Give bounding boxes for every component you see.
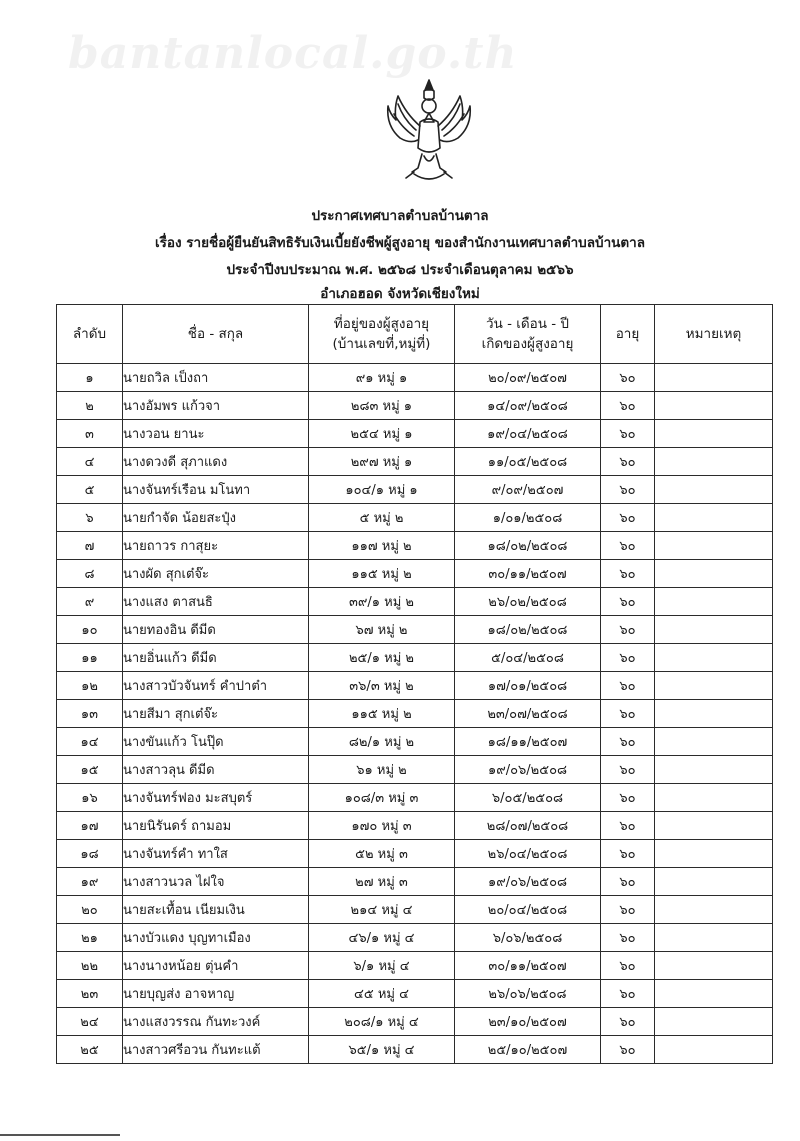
row-name: นางสาวลุน ดีมีด xyxy=(123,756,309,784)
row-number: ๒๒ xyxy=(57,952,123,980)
table-row xyxy=(57,924,773,952)
garuda-emblem-icon xyxy=(384,74,474,194)
row-age: ๖๐ xyxy=(601,672,655,700)
col-header-note: หมายเหตุ xyxy=(655,305,773,364)
row-birthdate: ๑๙/๐๔/๒๕๐๘ xyxy=(455,420,601,448)
row-number: ๑๓ xyxy=(57,700,123,728)
col-header-name: ชื่อ - สกุล xyxy=(123,305,309,364)
row-age: ๖๐ xyxy=(601,952,655,980)
row-address: ๑๑๕ หมู่ ๒ xyxy=(309,560,455,588)
row-note xyxy=(655,504,773,532)
table-row xyxy=(57,700,773,728)
row-name: นายบุญส่ง อาจหาญ xyxy=(123,980,309,1008)
row-age: ๖๐ xyxy=(601,924,655,952)
table-row xyxy=(57,504,773,532)
row-name: นายอิ่นแก้ว ดีมีด xyxy=(123,644,309,672)
row-number: ๗ xyxy=(57,532,123,560)
row-age: ๖๐ xyxy=(601,420,655,448)
row-name: นางแสง ตาสนธิ xyxy=(123,588,309,616)
row-name: นางสาวศรีอวน กันทะแต้ xyxy=(123,1036,309,1064)
row-address: ๒๙๗ หมู่ ๑ xyxy=(309,448,455,476)
row-age: ๖๐ xyxy=(601,392,655,420)
row-name: นางบัวแดง บุญทาเมือง xyxy=(123,924,309,952)
row-number: ๑๕ xyxy=(57,756,123,784)
row-birthdate: ๒๖/๐๔/๒๕๐๘ xyxy=(455,840,601,868)
row-age: ๖๐ xyxy=(601,476,655,504)
row-number: ๖ xyxy=(57,504,123,532)
row-note xyxy=(655,1036,773,1064)
col-header-address xyxy=(309,305,455,364)
row-address: ๖๗ หมู่ ๒ xyxy=(309,616,455,644)
row-address: ๔๕ หมู่ ๔ xyxy=(309,980,455,1008)
row-note xyxy=(655,672,773,700)
row-number: ๒๐ xyxy=(57,896,123,924)
row-note xyxy=(655,364,773,392)
announcement-subject: เรื่อง รายชื่อผู้ยืนยันสิทธิรับเงินเบี้ยยังชีพผู้สูงอายุ ของสำนักงานเทศบาลตำบลบ้านตาล xyxy=(154,235,646,251)
table-row xyxy=(57,980,773,1008)
table-row xyxy=(57,728,773,756)
row-birthdate: ๓๐/๑๑/๒๕๐๗ xyxy=(455,952,601,980)
row-birthdate: ๒๐/๐๔/๒๕๐๘ xyxy=(455,896,601,924)
row-note xyxy=(655,868,773,896)
col-header-age: อายุ xyxy=(601,305,655,364)
row-address: ๑๑๗ หมู่ ๒ xyxy=(309,532,455,560)
col-header-dob-line2: เกิดของผู้สูงอายุ xyxy=(481,336,574,352)
row-note xyxy=(655,924,773,952)
table-row xyxy=(57,840,773,868)
row-note xyxy=(655,700,773,728)
row-age: ๖๐ xyxy=(601,616,655,644)
row-note xyxy=(655,952,773,980)
col-header-address-line2: (บ้านเลขที่,หมู่ที่) xyxy=(332,336,431,352)
row-number: ๕ xyxy=(57,476,123,504)
row-birthdate: ๑๘/๐๒/๒๕๐๘ xyxy=(455,616,601,644)
row-address: ๒๑๔ หมู่ ๔ xyxy=(309,896,455,924)
row-address: ๑๗๐ หมู่ ๓ xyxy=(309,812,455,840)
table-header-row xyxy=(57,305,773,364)
elderly-allowance-table xyxy=(56,304,773,1064)
row-birthdate: ๖/๐๖/๒๕๐๘ xyxy=(455,924,601,952)
row-name: นางอัมพร แก้วจา xyxy=(123,392,309,420)
row-age: ๖๐ xyxy=(601,700,655,728)
row-age: ๖๐ xyxy=(601,532,655,560)
row-birthdate: ๒๖/๐๒/๒๕๐๘ xyxy=(455,588,601,616)
row-name: นางแสงวรรณ กันทะวงค์ xyxy=(123,1008,309,1036)
row-name: นางจันทร์คำ ทาใส xyxy=(123,840,309,868)
row-note xyxy=(655,448,773,476)
table-row xyxy=(57,1008,773,1036)
row-number: ๘ xyxy=(57,560,123,588)
row-note xyxy=(655,728,773,756)
row-birthdate: ๒๓/๑๐/๒๕๐๗ xyxy=(455,1008,601,1036)
row-name: นายถาวร กาสุยะ xyxy=(123,532,309,560)
row-number: ๑ xyxy=(57,364,123,392)
announcement-period: ประจำปีงบประมาณ พ.ศ. ๒๕๖๘ ประจำเดือนตุลาคม ๒๕๖๖ xyxy=(226,262,574,278)
row-number: ๒๕ xyxy=(57,1036,123,1064)
row-age: ๖๐ xyxy=(601,756,655,784)
table-row xyxy=(57,420,773,448)
watermark-text: bantanlocal.go.th xyxy=(68,28,518,79)
row-note xyxy=(655,812,773,840)
row-birthdate: ๑๗/๐๑/๒๕๐๘ xyxy=(455,672,601,700)
row-note xyxy=(655,532,773,560)
row-note xyxy=(655,1008,773,1036)
row-age: ๖๐ xyxy=(601,364,655,392)
row-number: ๑๗ xyxy=(57,812,123,840)
col-header-dob-line1: วัน - เดือน - ปี xyxy=(485,316,569,332)
col-header-address-line1: ที่อยู่ของผู้สูงอายุ xyxy=(333,316,430,332)
table-row xyxy=(57,560,773,588)
row-name: นางนางหน้อย ตุ่นคำ xyxy=(123,952,309,980)
row-age: ๖๐ xyxy=(601,560,655,588)
row-number: ๒๑ xyxy=(57,924,123,952)
row-address: ๓๖/๓ หมู่ ๒ xyxy=(309,672,455,700)
row-age: ๖๐ xyxy=(601,980,655,1008)
row-birthdate: ๙/๐๙/๒๕๐๗ xyxy=(455,476,601,504)
row-address: ๒๗ หมู่ ๓ xyxy=(309,868,455,896)
table-row xyxy=(57,532,773,560)
row-note xyxy=(655,616,773,644)
row-birthdate: ๕/๐๔/๒๕๐๘ xyxy=(455,644,601,672)
table-row xyxy=(57,588,773,616)
row-name: นายถวิล เป็งถา xyxy=(123,364,309,392)
row-number: ๒๓ xyxy=(57,980,123,1008)
row-name: นางดวงดี สุภาแดง xyxy=(123,448,309,476)
row-name: นายสะเทื้อน เนียมเงิน xyxy=(123,896,309,924)
row-note xyxy=(655,560,773,588)
row-number: ๔ xyxy=(57,448,123,476)
row-address: ๒๕/๑ หมู่ ๒ xyxy=(309,644,455,672)
row-birthdate: ๒๓/๐๗/๒๕๐๘ xyxy=(455,700,601,728)
row-age: ๖๐ xyxy=(601,868,655,896)
row-address: ๔๖/๑ หมู่ ๔ xyxy=(309,924,455,952)
table-row xyxy=(57,756,773,784)
row-name: นายนิรันดร์ ถามอม xyxy=(123,812,309,840)
row-number: ๑๘ xyxy=(57,840,123,868)
table-row xyxy=(57,896,773,924)
row-age: ๖๐ xyxy=(601,588,655,616)
row-name: นางวอน ยานะ xyxy=(123,420,309,448)
row-note xyxy=(655,980,773,1008)
row-address: ๖๑ หมู่ ๒ xyxy=(309,756,455,784)
row-name: นายทองอิน ดีมีด xyxy=(123,616,309,644)
row-address: ๖๕/๑ หมู่ ๔ xyxy=(309,1036,455,1064)
table-row xyxy=(57,644,773,672)
row-number: ๓ xyxy=(57,420,123,448)
row-birthdate: ๒๖/๐๖/๒๕๐๘ xyxy=(455,980,601,1008)
row-birthdate: ๓๐/๑๑/๒๕๐๗ xyxy=(455,560,601,588)
row-age: ๖๐ xyxy=(601,784,655,812)
row-name: นายสีมา สุกเต๋จ๊ะ xyxy=(123,700,309,728)
row-name: นางจันทร์เรือน มโนทา xyxy=(123,476,309,504)
row-number: ๑๐ xyxy=(57,616,123,644)
row-birthdate: ๑๑/๐๕/๒๕๐๘ xyxy=(455,448,601,476)
table-row xyxy=(57,952,773,980)
table-row xyxy=(57,1036,773,1064)
row-note xyxy=(655,644,773,672)
table-row xyxy=(57,672,773,700)
row-note xyxy=(655,784,773,812)
row-age: ๖๐ xyxy=(601,644,655,672)
table-row xyxy=(57,476,773,504)
row-name: นางจันทร์ฟอง มะสบุตร์ xyxy=(123,784,309,812)
row-number: ๑๖ xyxy=(57,784,123,812)
row-note xyxy=(655,756,773,784)
row-age: ๖๐ xyxy=(601,812,655,840)
row-age: ๖๐ xyxy=(601,728,655,756)
row-birthdate: ๒๕/๑๐/๒๕๐๗ xyxy=(455,1036,601,1064)
row-name: นางสาวบัวจันทร์ คำปาต๋า xyxy=(123,672,309,700)
row-age: ๖๐ xyxy=(601,504,655,532)
announcement-location: อำเภอฮอด จังหวัดเชียงใหม่ xyxy=(320,286,480,302)
row-birthdate: ๑๔/๐๙/๒๕๐๘ xyxy=(455,392,601,420)
col-header-no: ลำดับ xyxy=(57,305,123,364)
table-row xyxy=(57,784,773,812)
row-address: ๕ หมู่ ๒ xyxy=(309,504,455,532)
row-name: นางขันแก้ว โนปุ๊ด xyxy=(123,728,309,756)
table-row xyxy=(57,364,773,392)
row-number: ๒ xyxy=(57,392,123,420)
table-row xyxy=(57,448,773,476)
row-age: ๖๐ xyxy=(601,896,655,924)
row-note xyxy=(655,896,773,924)
table-row xyxy=(57,392,773,420)
row-note xyxy=(655,420,773,448)
row-number: ๑๒ xyxy=(57,672,123,700)
row-birthdate: ๑/๐๑/๒๕๐๘ xyxy=(455,504,601,532)
row-note xyxy=(655,476,773,504)
scan-edge-divider xyxy=(0,1134,120,1136)
row-number: ๑๙ xyxy=(57,868,123,896)
row-address: ๑๑๕ หมู่ ๒ xyxy=(309,700,455,728)
row-name: นายกำจัด น้อยสะปุ๋ง xyxy=(123,504,309,532)
row-address: ๖/๑ หมู่ ๔ xyxy=(309,952,455,980)
row-address: ๑๐๔/๑ หมู่ ๑ xyxy=(309,476,455,504)
row-address: ๒๘๓ หมู่ ๑ xyxy=(309,392,455,420)
row-number: ๒๔ xyxy=(57,1008,123,1036)
row-name: นางผัด สุกเต๋จ๊ะ xyxy=(123,560,309,588)
table-row xyxy=(57,868,773,896)
row-address: ๒๐๘/๑ หมู่ ๔ xyxy=(309,1008,455,1036)
row-birthdate: ๑๘/๐๒/๒๕๐๘ xyxy=(455,532,601,560)
row-number: ๙ xyxy=(57,588,123,616)
row-note xyxy=(655,840,773,868)
row-birthdate: ๒๘/๐๗/๒๕๐๘ xyxy=(455,812,601,840)
table-row xyxy=(57,812,773,840)
row-age: ๖๐ xyxy=(601,1036,655,1064)
row-note xyxy=(655,392,773,420)
row-address: ๒๕๔ หมู่ ๑ xyxy=(309,420,455,448)
announcement-title: ประกาศเทศบาลตำบลบ้านตาล xyxy=(311,208,489,224)
row-note xyxy=(655,588,773,616)
row-address: ๘๒/๑ หมู่ ๒ xyxy=(309,728,455,756)
row-number: ๑๑ xyxy=(57,644,123,672)
row-address: ๓๙/๑ หมู่ ๒ xyxy=(309,588,455,616)
row-age: ๖๐ xyxy=(601,448,655,476)
row-address: ๙๑ หมู่ ๑ xyxy=(309,364,455,392)
row-birthdate: ๑๙/๐๖/๒๕๐๘ xyxy=(455,868,601,896)
row-address: ๑๐๘/๓ หมู่ ๓ xyxy=(309,784,455,812)
row-number: ๑๔ xyxy=(57,728,123,756)
col-header-dob xyxy=(455,305,601,364)
row-age: ๖๐ xyxy=(601,840,655,868)
table-row xyxy=(57,616,773,644)
row-address: ๕๒ หมู่ ๓ xyxy=(309,840,455,868)
row-name: นางสาวนวล ไฝใจ xyxy=(123,868,309,896)
row-birthdate: ๒๐/๐๙/๒๕๐๗ xyxy=(455,364,601,392)
row-age: ๖๐ xyxy=(601,1008,655,1036)
row-birthdate: ๑๙/๐๖/๒๕๐๘ xyxy=(455,756,601,784)
row-birthdate: ๖/๐๕/๒๕๐๘ xyxy=(455,784,601,812)
row-birthdate: ๑๘/๑๑/๒๕๐๗ xyxy=(455,728,601,756)
